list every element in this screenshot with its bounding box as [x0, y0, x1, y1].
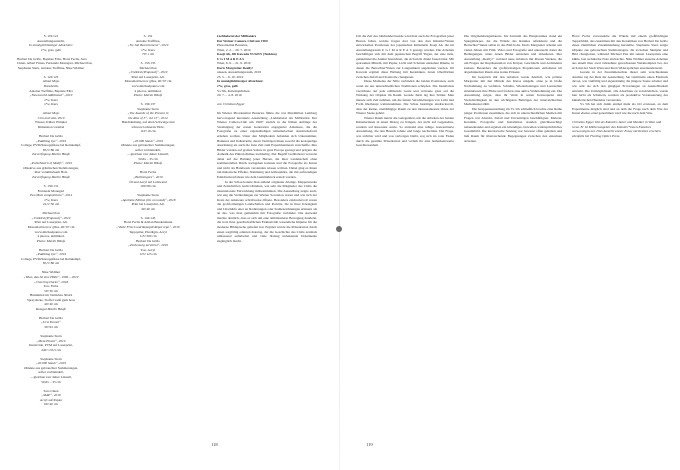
caption-line: „20.990 Staub“, 2019: [132, 138, 164, 143]
caption-line: 70×1 cm: [142, 52, 154, 57]
caption-line: Antoine Treffline, Baptiste Elba: [29, 88, 73, 93]
caption-line: „Visite Frisch und Repopdt Repol repo“, 2019: [116, 224, 180, 229]
caption-line: Collage, PVM/Knooppfüsse bei Reinkampf,: [20, 256, 82, 261]
caption-line: Ton, Farbe: [43, 284, 59, 289]
caption-line: Monomail hervor gläss, 40×97 cm: [27, 224, 75, 229]
caption-line: Dimension variabel: [37, 124, 65, 129]
caption-line: —gleichen verr daher Linstell,: [30, 375, 72, 380]
caption-line: Horst Fechs & Adrian Baudenmann: [123, 220, 173, 225]
caption-line: Daredevils: [43, 84, 59, 89]
caption-line: Wasser, Kübel, Pimpler: [35, 120, 67, 125]
caption-line: sofler verbleindelt,: [38, 370, 64, 375]
caption-line: schwarz lackierter Holz,: [131, 124, 165, 129]
caption-line: „No Job Bacoriumens“, 2019: [127, 43, 169, 48]
caption-block: [99, 61, 197, 97]
caption-line: Print auf Laserprint, A0,: [34, 220, 68, 225]
binding-dot: [336, 226, 342, 232]
paragraph: Um die Zeit des Jahrhundertwende wird man auch die Fotografien jener Herren fallen, welche fragen drei von den drei Künstler*innen entwickelten Positionen der japanischen Künstlerin Koeji Ah, die im Ausstellungsraum U G I M A R E A S gezeigt wurden. Die Arbeiten beschäftigen sich mit dem japanischen Begriff Yugen, der eine tiefe, geheimnisvolle Anmut bezeichnet, die sich nicht direkt fassen lässt. Mit sparsamen Mitteln, mit Papier, Licht und Schatten entstehen Räume, in denen die Betrachter*innen zur Langsamkeit angehalten werden. Jill Kawada ergänzt diese Haltung mit Keramiken, deren Oberflächen zwischen Zufall und Kontrolle changieren.: [356, 34, 454, 79]
caption-line: 115×300 cm: [139, 234, 157, 239]
caption-line: „Meta Eluent“, 2019: [36, 338, 66, 343]
paragraph: Im Wiener Photoinstitut Bonartes führte die von Maximilian Lemberg hervorragend kuratierte Ausstellung „Liebhaberei der Millionäre: Der Wiener Camera-Club um 1900“ zurück in die frühen Anfänge der Vereinigung der ersten Generation engagierter Amateure, die die Fotografie zu einer eigenständigen künstlerischen Ausdrucksform erheben wollten. Unter den Mitgliedern befanden sich Unternehmer, Bankiers und Industrielle, deren Vermögen ihnen sowohl die kostspielige Ausrüstung als auch die freie Zeit zum Experimentieren verschaffte. Ihre Bilder wurden auf großen Salons in ganz Europa gezeigt und prägten die Ästhetik des Piktorialismus nachhaltig. Der Begriff Liebhaberei verweist dabei auf die Haltung jener Herren, die ihrer Leidenschaft ohne kommerziellen Druck nachgehen konnten und die Fotografie als Kunst und nicht als Handwerk verstanden wissen wollten. Dabei ging es ihnen um malerische Effekte, Stimmung und Atmosphäre, die mit aufwendigen Edeldruckverfahren wie dem Gummidruck erzielt wurden.: [217, 111, 317, 179]
caption-line: Rossgat Martin Häufe: [35, 306, 67, 311]
caption-line: Herbert De Grillo: [38, 247, 64, 252]
caption-block: [17, 56, 93, 71]
caption-block: [99, 216, 197, 257]
caption-line: 85,5×86 cm: [42, 261, 60, 266]
caption-block: [17, 75, 85, 107]
caption-line: —gleichen verr daher Linstell,: [127, 152, 169, 157]
caption-line: Stephanie Stern, Antoine Treffline, Nike Widmer: [17, 65, 85, 70]
caption-line: „Zerheoweg zerstörol“, 2019: [127, 243, 169, 248]
caption-line: s*w, Kurs: [44, 102, 58, 107]
caption-line: Zurverfügung Martin Häufe: [31, 152, 71, 157]
caption-line: Zurverfügung Martin Häufe: [31, 174, 71, 179]
caption-line: Albert Majo: [42, 111, 60, 116]
caption-line: Stephanie Stern: [40, 334, 62, 339]
caption-line: Two Most compositions“, 2014: [29, 193, 73, 198]
caption-line: 30×93 cm: [44, 325, 58, 329]
caption-line: 40×40 cm: [44, 302, 58, 307]
caption-block: [17, 357, 85, 384]
caption-line: „MAP“, 2019: [41, 393, 61, 398]
caption-line: Stephanie Stern: [137, 106, 159, 111]
caption-line: „Padiblog bye“, 2019: [35, 252, 67, 257]
paragraph: Wiener Raum nutzte die Gelegenheit, um die Arbeiten der beiden Künstlerinnen in einen Dialog zu bringen, der nicht auf Gegensätze, sondern auf Resonanz setzte. So entstand eine ruhige, konzentrierte Ausstellung, die den Besuch lohnte und lange nachwirkte. Die Frage, was sichtbar wird und was verborgen bleibt, zog sich als roter Faden durch die gesamte Präsentation und verlieh ihr eine bemerkenswerte Geschlossenheit.: [356, 115, 454, 148]
caption-line: s*w, Kurs: [44, 97, 58, 102]
caption-line: „Padiblog bye“, 2019: [35, 138, 67, 143]
caption-line: the Rise of 3“, Jul 15“, 2014: [128, 115, 168, 120]
caption-line: s*w, gras, gelb: [40, 47, 62, 52]
caption-line: Herbert De Grillo: [135, 238, 161, 243]
caption-line: 50,6x – 35 cm: [41, 379, 61, 384]
page-number-right: 119: [366, 442, 373, 447]
caption-block: [17, 161, 85, 179]
article-column-e: [464, 34, 562, 436]
caption-line: Obiekte aus gebrauchter Stehmontagen,: [120, 143, 176, 148]
caption-line: 60×40 cm: [44, 402, 58, 407]
caption-line: Photo: Martin Häufe: [133, 161, 163, 166]
caption-line: Albert Majo: [42, 79, 60, 84]
caption-line: sofler verbleindelt,: [135, 147, 161, 152]
caption-block: [99, 102, 197, 134]
caption-block: [17, 134, 85, 157]
caption-column-a: [17, 34, 93, 434]
caption-line: 125×125 cm: [139, 252, 157, 257]
caption-line: S. 142/143: [140, 215, 156, 220]
caption-line: 4 photos, unlimited,: [134, 88, 162, 93]
caption-line: 110×10 cm: [140, 129, 156, 134]
caption-line: Chien, Albert Fitnas, Fernanda Monagari, Michael Pan,: [17, 61, 93, 66]
caption-block: [17, 316, 85, 330]
caption-line: Monomail hervor gläss, 40×97 cm: [124, 79, 172, 84]
caption-block: [99, 34, 197, 57]
paragraph: Horst Fechs verwandelte die Wände mit einem großflächigen Teppichbild, das zusammen mit den Keramiken von Herbert De Grillo einen räumlichen Zusammenhang herstellte. Stephanie Stern zeigte Objekte aus gebrauchten Stehmontagen, die zwischen Skulptur und Bild changierten, während Michael Pan mit seinen Laserprints eine kühle, fast technische Note einbrachte. Nike Widmer steuerte Arbeiten aus einem über zwei Jahrzehnte gewachsenen Werkkomplex bei, der sich mit der Stadt Wien und ihren Widersprüchen auseinandersetzt.: [572, 34, 668, 70]
caption-line: Photo: Martin Häufe: [133, 93, 163, 98]
caption-line: Print bei Laserprint, A0,: [131, 202, 165, 207]
caption-block: [17, 334, 85, 352]
paragraph: Diese Momente der Stille verbinden die beiden Positionen, auch wenn sie aus unterschiedlichen Traditionen schöpfen. Die Installation verzichtete auf jede erklärende Geste und vertraute ganz auf die Wirkung der Objekte im Raum. Gerade darin lag ihre Stärke: Man musste sich Zeit nehmen, um die feinen Verschiebungen von Licht und Form überhaupt wahrzunehmen. Die Schau bestätigte eindrucksvoll, dass der kleine, unabhängige Raum zu den interessantesten Orten der Wiener Szene gehört.: [356, 79, 454, 116]
caption-column-b: [99, 34, 197, 257]
caption-line: Michael Pan: [139, 65, 157, 70]
caption-line: über voluminösem Holz: [34, 170, 68, 175]
caption-line: 50,6x – 35 cm: [138, 156, 158, 161]
caption-line: Stephanie Stern: [40, 356, 62, 361]
caption-line: Öl und Acryl auf Leinwand: [129, 179, 167, 184]
caption-line: S. 133/135: [140, 61, 156, 66]
caption-line: Kunstvide, PVM auf Laserprint,: [29, 343, 73, 348]
caption-line: Acryl auf Papier: [39, 397, 63, 402]
caption-line: „Newsworld Additional“, 2019: [29, 93, 73, 98]
paragraph: Im Gespräch mit den Arbeiten wurde deutlich, wie präzise Margreiter mit den Mitteln des Kinos umgeht, ohne je in bloße Nachahmung zu verfallen. Schnitte, Wiederholungen und Leerstellen strukturieren ihre Filme und fordern eine aktive Wahrnehmung ein. Die Ausstellung zeigte, dass ihr Werk in seiner Konsequenz und Vielschichtigkeit zu den wichtigsten Beiträgen der österreichischen Medienkunst zählt.: [464, 74, 562, 107]
caption-line: S. 136/137: [140, 102, 156, 107]
caption-line: „Apothete Edition (bis on numd)“, 2018: [120, 197, 176, 202]
article-column-c: [217, 34, 317, 436]
caption-line: „Bulltrengees“, 2019: [133, 174, 163, 179]
caption-line: Photo: Martin Häufe: [36, 238, 66, 243]
caption-line: „Untitled (Proposal)“, 2019: [31, 215, 71, 220]
caption-block: [99, 193, 197, 211]
caption-block: [17, 211, 85, 243]
caption-block: [99, 139, 197, 166]
caption-line: Herbert De Grillo: [38, 315, 64, 320]
paragraph: Vs 5th hat sich damit einmal mehr als Ort erwiesen, an dem Experimente möglich sind und an dem die Frage nach dem Wie der Kunst ebenso ernst genommen wird wie die nach dem Was.: [572, 102, 668, 116]
caption-line: Nike Widmer: [41, 270, 61, 275]
caption-line: 240×133,5 cm: [41, 347, 61, 352]
caption-line: „The Awards of the Present in: [127, 111, 169, 116]
caption-block: [17, 34, 85, 52]
caption-line: www.michaelpanrs.com: [34, 229, 68, 234]
caption-line: Sara Chien: [43, 388, 59, 393]
caption-line: Herbert De Grillo: [38, 134, 64, 139]
caption-block: [17, 270, 85, 311]
page-number-left: 118: [211, 442, 218, 447]
caption-block: [99, 170, 197, 188]
caption-line: 22,5×30 cm: [42, 202, 60, 207]
caption-line: Ciro and väst, 2019: [37, 115, 65, 120]
caption-line: Obiektve aus grünlischen Siebmontagen,: [23, 165, 79, 170]
caption-line: s*w, Kurs: [141, 47, 155, 52]
caption-line: S. 130/131: [43, 184, 59, 189]
paragraph: Gerade in der Zusammenschau dieser sehr verschiedenen Ansätze lag der Reiz der Ausstellung. Sie vermittelte einen Eindruck davon, wie vielfältig und eigenständig die jüngere Szene arbeitet und wie sehr sie sich den gängigen Erwartungen an Ausstellbarkeit entzieht. Die Unmöglichkeit, alle Absichten zu verwirklichen, wurde hier nicht als Scheitern, sondern als produktive Voraussetzung des künstlerischen Handelns verstanden.: [572, 70, 668, 102]
paragraph: In der Schau konnte man anhand originaler Abzüge, Mappenwerke und Zeitschriften nachvollziehen, wie sehr die Mitglieder des Clubs die internationale Entwicklung mitbestimmten. Die Ausstellung zeigte auch, wie eng die Verbindungen zur Wiener Secession waren und wie sich der Kreis der Amateure schrittweise öffnete. Besonders eindrucksvoll waren die großformatigen Landschaften und Porträts, die in ihrer Körnigkeit und Unschärfe eher an Radierungen oder Kohlezeichnungen erinnern als an das, was man gemeinhin mit Fotografie verbindet. Die Auswahl machte deutlich, dass es sich um eine ambitionierte Bewegung handelte, die trotz ihrer gesellschaftlichen Exklusivität wesentliche Impulse für die moderne Bildsprache geliefert hat. Ergänzt wurde die Präsentation durch einen sorgfältig edierten Katalog, der die Geschichte des Clubs erstmals umfassend aufarbeitet und viele bislang unbekannte Dokumente zugänglich macht.: [217, 179, 317, 243]
caption-line: Michael Pan: [42, 211, 60, 216]
caption-line: „20.990 Staub“, 2019: [35, 361, 67, 366]
caption-block: [17, 389, 85, 407]
caption-line: www.michaelpanrs.com: [131, 84, 165, 89]
caption-line: Obiekte aus gebrauchter Stehmontagen,: [23, 365, 79, 370]
caption-line: 4 photos, unlimited,: [37, 234, 65, 239]
article-author: von Christian Egger: [217, 102, 245, 107]
caption-line: 40×40 cm: [141, 206, 155, 211]
caption-line: Herbert De Grillo, Baptiste Elba, Horst Fechs, Sara: [17, 56, 87, 61]
caption-line: „Urst Tunnel“: [41, 320, 61, 325]
caption-line: Teppqalier, Pferdigin, Acryl: [129, 229, 167, 234]
caption-line: Ausstellungsansicht,: [37, 38, 65, 43]
article-column-d: [356, 34, 454, 436]
caption-line: „Wien, das Ist eine Hölle“, 1996 – 2019: [23, 274, 79, 279]
caption-line: Spraydecke, Stoffel weiß gum hosa: [26, 297, 76, 302]
paragraph: Die Gruppenausstellung im Vs 5th schließlich brachte eine Reihe junger Positionen zusammen, die sich in unterschiedlichen Medien mit Fragen von Absicht, Zufall und Unvermögen beschäftigten. Malerei, Keramik, Fotografie und Installation standen gleichberechtigt nebeneinander und ergaben ein lebendiges, bisweilen widersprüchliches Gesamtbild. Die kuratorische Setzung war bewusst offen gehalten und ließ Raum für überraschende Begegnungen zwischen den einzelnen Arbeiten.: [464, 106, 562, 143]
paragraph: Die Originalabzugsmaterie. Im Zentrum des Hauptraumes stand ein Spiegelkörper, der die Wände des Raumes reflektierte und die Betrachter*innen selbst in das Bild holte. Doris Margreiter arbeitet seit vielen Jahren mit Film, Video und Fotografie und untersucht dabei die Bedingungen, unter denen Bilder entstehen und zirkulieren. Ihre Ausstellung „Really!“ verband neue Arbeiten mit älteren Werken, die um Fragen der Repräsentation von Körper, Geschlecht und Architektur kreisen. Besonders die großformatigen Projektionen entfalteten im abgedunkelten Raum eine starke Präsenz.: [464, 34, 562, 75]
caption-line: Horst Fechs: [139, 170, 157, 175]
caption-line: 85,5×86 cm: [42, 147, 60, 152]
caption-block: [17, 248, 85, 266]
caption-line: S. 122/123: [43, 74, 59, 79]
caption-line: Hummmol im Vertikbau 30x24: [29, 293, 73, 298]
author-bio-note: Christian Egger lebt als Künstler, Autor und Musiker in Wien und Graz. Er ist Mitherausgeber des Künstler*innen-Fanzines www.unsigns.net. Dies Austellt wieser Essay mit Kreiten erschien ebenfalls bei Fleeting Optics Press.: [572, 120, 662, 139]
caption-line: 100×80 cm: [140, 184, 156, 189]
article-heading: Liebhaberei der Millionäre Der Weiner Camera-Club um 1900 Photoinstitut Bonartes, Wien, 2. 2. – 29. 7. 2019 Koeji Ah, Jill Kawada YUGEN (Tsukino) U G I M A R E A S Wien, 6. 6. – 21. 9. 2019 Doris Margreiter Really! unseen, Ausstellungsraum, 2019 25. 5. – 6. 10. 2019 In unmöglichlässiger Absichten: s*w, gras, gelb Vs 5th, Kebensplätchen, 20. 7. – 4. 8. 2019: [217, 34, 277, 98]
caption-line: Antoine Treffline,: [135, 38, 161, 43]
caption-block: [17, 111, 85, 129]
caption-line: „Untitled (Proposal)“, 2019: [128, 70, 168, 75]
caption-line: Print auf Laserprint, A0,: [131, 74, 165, 79]
caption-line: Collage, PVM/Knooppfüsse bei Reinkampf,: [20, 143, 82, 148]
caption-line: In unmöglichlässiger Absichten:: [28, 43, 73, 48]
caption-line: Ton, Acryl: [140, 247, 156, 252]
caption-line: Fernanda Monagari: [37, 188, 65, 193]
caption-block: [17, 184, 85, 207]
caption-line: „Cheering Ducks“, 2018: [33, 279, 69, 284]
caption-line: Stephanie Stern: [137, 193, 159, 198]
caption-line: Handrahmung, auf alten Schweige und: [121, 120, 175, 125]
caption-line: „Polis/Sketch of Motifs“, 2019: [29, 161, 72, 166]
book-gutter: [339, 0, 340, 470]
caption-line: S. 132: [143, 34, 153, 38]
caption-line: S. 119/121: [43, 34, 59, 38]
article-column-f: [572, 34, 668, 436]
caption-line: 50×30 cm: [44, 288, 58, 293]
caption-line: s*w, Kurs: [44, 197, 58, 202]
